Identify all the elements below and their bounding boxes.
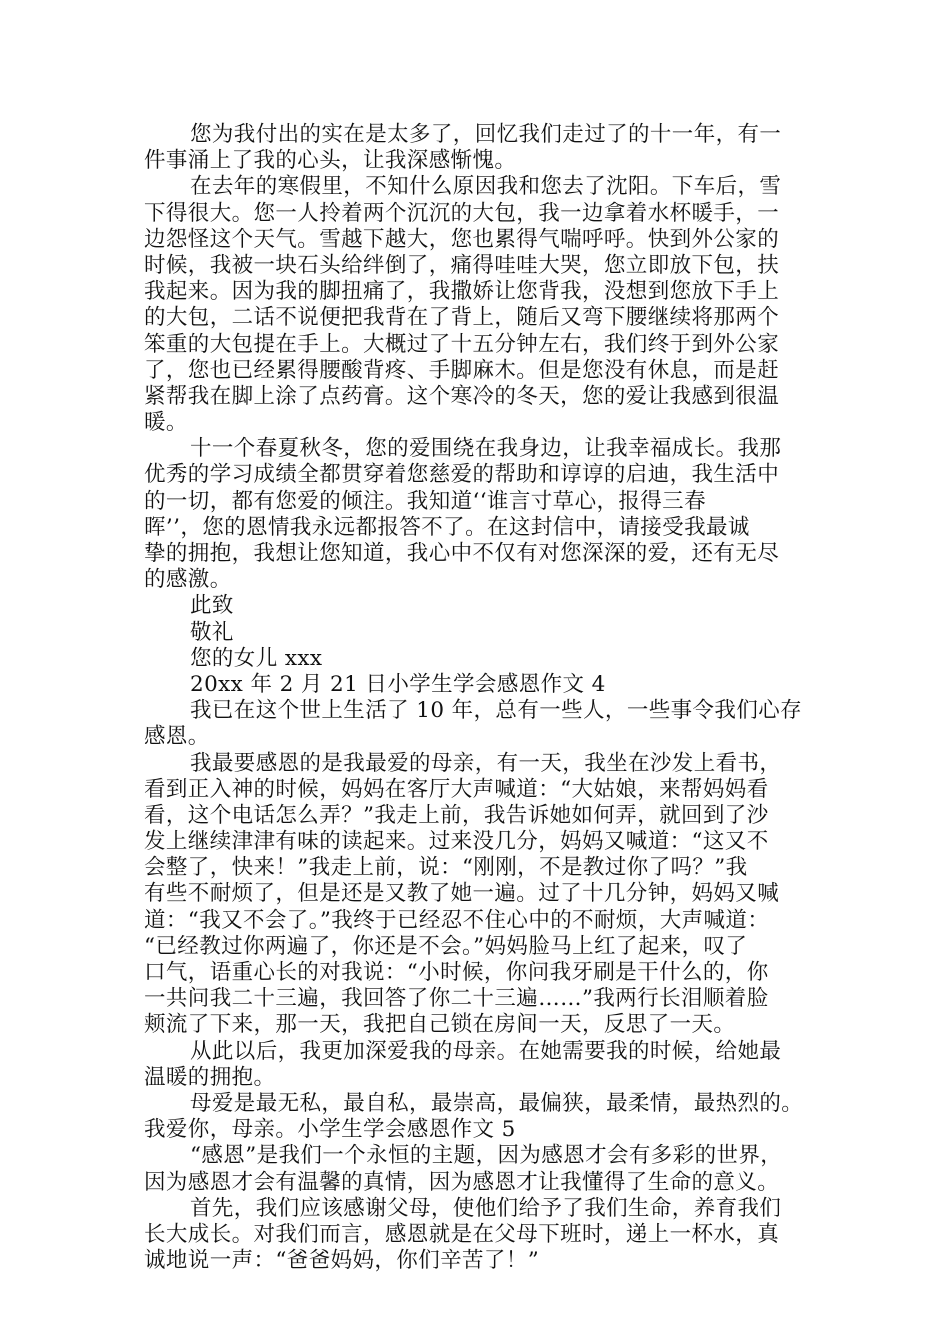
text-line: 会整了，快来！”我走上前，说：“刚刚，不是教过你了吗？”我 — [144, 855, 748, 881]
text-line: 口气，语重心长的对我说：“小时候，你问我牙刷是干什么的，你 — [144, 960, 769, 985]
text-line: 十一个春夏秋冬，您的爱围绕在我身边，让我幸福成长。我那 — [190, 436, 782, 462]
text-line: “已经教过你两遍了，你还是不会。”妈妈脸马上红了起来，叹了 — [144, 933, 748, 959]
text-line: 时候，我被一块石头给绊倒了，痛得哇哇大哭，您立即放下包，扶 — [144, 252, 780, 278]
text-line: 母爱是最无私，最自私，最崇高，最偏狭，最柔情，最热烈的。 — [190, 1090, 804, 1116]
document-body — [144, 122, 814, 1274]
text-line: 一共问我二十三遍，我回答了你二十三遍……”我两行长泪顺着脸 — [144, 986, 769, 1012]
text-line: 笨重的大包提在手上。大概过了十五分钟左右，我们终于到外公家 — [144, 331, 780, 357]
text-line: 我已在这个世上生活了 10 年，总有一些人，一些事令我们心存 — [190, 698, 803, 724]
text-line: 的感激。 — [144, 567, 232, 593]
text-line: 我爱你，母亲。小学生学会感恩作文 5 — [144, 1117, 516, 1143]
text-line: 边怨怪这个天气。雪越下越大，您也累得气喘呼呼。快到外公家的 — [144, 226, 780, 252]
text-line: 因为感恩才会有温馨的真情，因为感恩才让我懂得了生命的意义。 — [144, 1169, 780, 1195]
text-line: 从此以后，我更加深爱我的母亲。在她需要我的时候，给她最 — [190, 1038, 782, 1064]
text-line: 诚地说一声：“爸爸妈妈，你们辛苦了！” — [144, 1248, 540, 1274]
text-line: 温暖的拥抱。 — [144, 1064, 276, 1090]
text-line: 您为我付出的实在是太多了，回忆我们走过了的十一年，有一 — [190, 122, 782, 147]
text-line: 晖’’，您的恩情我永远都报答不了。在这封信中，请接受我最诚 — [144, 514, 750, 540]
text-line: 优秀的学习成绩全都贯穿着您慈爱的帮助和谆谆的启迪，我生活中 — [144, 462, 780, 488]
text-line: 发上继续津津有味的读起来。过来没几分，妈妈又喊道：“这又不 — [144, 829, 769, 855]
text-line: 首先，我们应该感谢父母，使他们给予了我们生命，养育我们 — [190, 1195, 782, 1221]
text-line: 我最要感恩的是我最爱的母亲，有一天，我坐在沙发上看书， — [190, 750, 782, 776]
text-line: 的大包，二话不说便把我背在了背上，随后又弯下腰继续将那两个 — [144, 305, 780, 331]
text-line: 长大成长。对我们而言，感恩就是在父母下班时，递上一杯水，真 — [144, 1221, 780, 1247]
text-line: 下得很大。您一人拎着两个沉沉的大包，我一边拿着水杯暖手，一 — [144, 200, 780, 226]
text-line: 紧帮我在脚上涂了点药膏。这个寒冷的冬天，您的爱让我感到很温 — [144, 383, 780, 409]
text-line: 了，您也已经累得腰酸背疼、手脚麻木。但是您没有休息，而是赶 — [144, 357, 780, 383]
text-line: 20xx 年 2 月 21 日小学生学会感恩作文 4 — [190, 671, 606, 697]
text-line: 我起来。因为我的脚扭痛了，我撒娇让您背我，没想到您放下手上 — [144, 279, 780, 305]
text-line: 有些不耐烦了，但是还是又教了她一遍。过了十几分钟，妈妈又喊 — [144, 881, 780, 907]
text-line: 在去年的寒假里，不知什么原因我和您去了沈阳。下车后，雪 — [190, 174, 782, 200]
text-line: 道：“我又不会了。”我终于已经忍不住心中的不耐烦，大声喊道： — [144, 907, 770, 933]
text-line: 敬礼 — [190, 619, 234, 645]
text-line: 挚的拥抱，我想让您知道，我心中不仅有对您深深的爱，还有无尽 — [144, 541, 780, 566]
text-line: 此致 — [190, 593, 234, 619]
text-line: 的一切，都有您爱的倾注。我知道‘‘谁言寸草心，报得三春 — [144, 488, 706, 514]
text-line: 看到正入神的时候，妈妈在客厅大声喊道：“大姑娘，来帮妈妈看 — [144, 776, 769, 802]
text-line: 暖。 — [144, 410, 188, 436]
text-line: 您的女儿 xxx — [190, 645, 323, 671]
text-line: 颊流了下来，那一天，我把自己锁在房间一天，反思了一天。 — [144, 1012, 736, 1038]
text-line: “感恩”是我们一个永恒的主题，因为感恩才会有多彩的世界， — [190, 1143, 783, 1169]
text-line: 感恩。 — [144, 724, 210, 750]
text-line: 看，这个电话怎么弄？”我走上前，我告诉她如何弄，就回到了沙 — [144, 802, 769, 828]
text-line: 件事涌上了我的心头，让我深感惭愧。 — [144, 148, 517, 174]
